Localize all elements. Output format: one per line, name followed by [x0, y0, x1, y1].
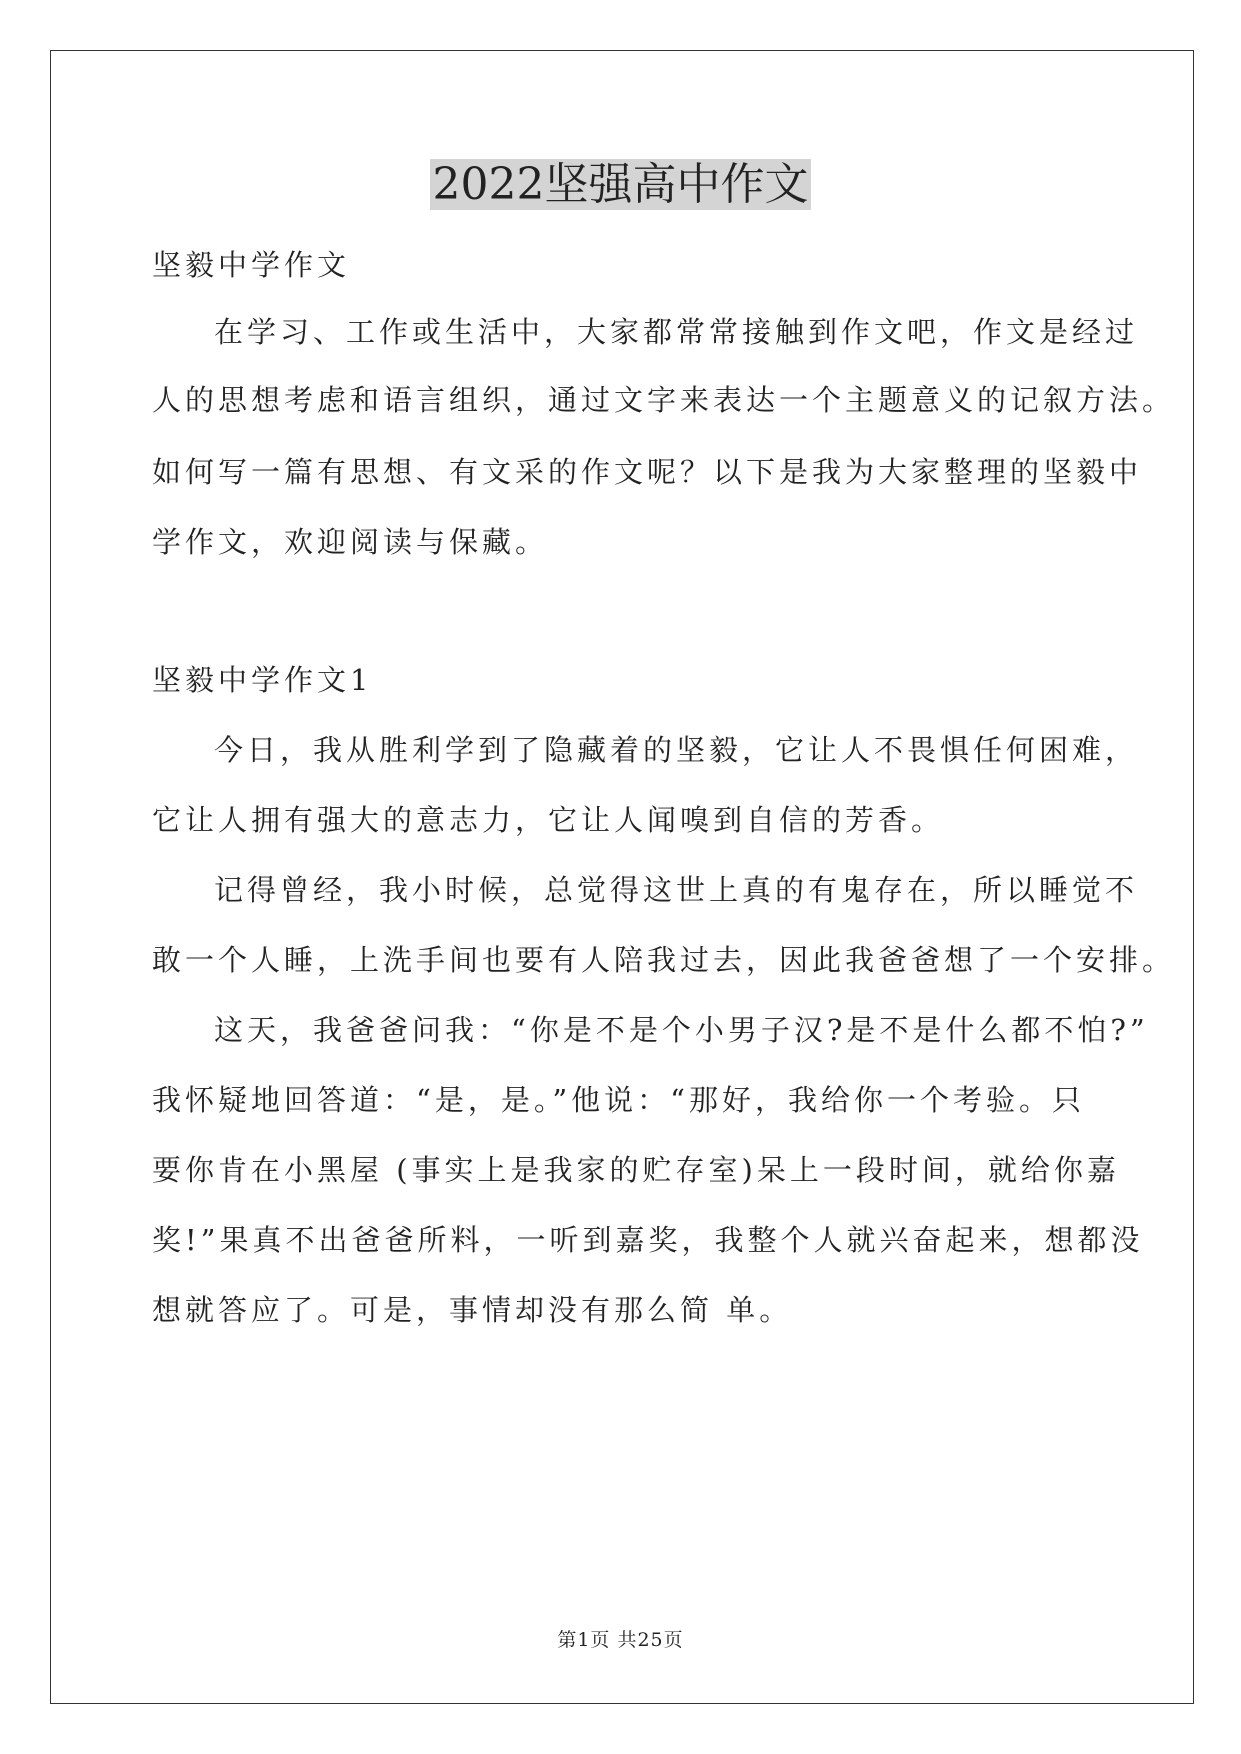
document-title-text: 2022坚强高中作文 — [430, 159, 812, 210]
paragraph-line: 要你肯在小黑屋 (事实上是我家的贮存室)呆上一段时间，就给你嘉 — [152, 1153, 1120, 1187]
paragraph-line: 敢一个人睡，上洗手间也要有人陪我过去，因此我爸爸想了一个安排。 — [152, 943, 1176, 977]
paragraph-line: 想就答应了。可是，事情却没有那么简 单。 — [152, 1293, 793, 1327]
section-heading: 坚毅中学作文 — [152, 248, 351, 282]
paragraph-line: 它让人拥有强大的意志力，它让人闻嗅到自信的芳香。 — [152, 803, 945, 837]
paragraph-line: 在学习、工作或生活中，大家都常常接触到作文吧，作文是经过 — [214, 315, 1139, 349]
paragraph-line: 人的思想考虑和语言组织，通过文字来表达一个主题意义的记叙方法。 — [152, 383, 1176, 417]
paragraph-line: 今日，我从胜利学到了隐藏着的坚毅，它让人不畏惧任何困难， — [214, 733, 1139, 767]
paragraph-line: 这天，我爸爸问我：“你是不是个小男子汉?是不是什么都不怕?” — [214, 1013, 1149, 1047]
paragraph-line: 记得曾经，我小时候，总觉得这世上真的有鬼存在，所以睡觉不 — [214, 873, 1139, 907]
page-number-footer: 第1页 共25页 — [557, 1629, 684, 1651]
section-heading: 坚毅中学作文1 — [152, 663, 373, 697]
document-title — [0, 155, 1241, 215]
paragraph-line: 奖!”果真不出爸爸所料，一听到嘉奖，我整个人就兴奋起来，想都没 — [152, 1223, 1144, 1257]
paragraph-line: 我怀疑地回答道：“是，是。”他说：“那好，我给你一个考验。只 — [152, 1083, 1085, 1117]
paragraph-line: 如何写一篇有思想、有文采的作文呢？以下是我为大家整理的坚毅中 — [152, 455, 1143, 489]
paragraph-line: 学作文，欢迎阅读与保藏。 — [152, 525, 549, 559]
